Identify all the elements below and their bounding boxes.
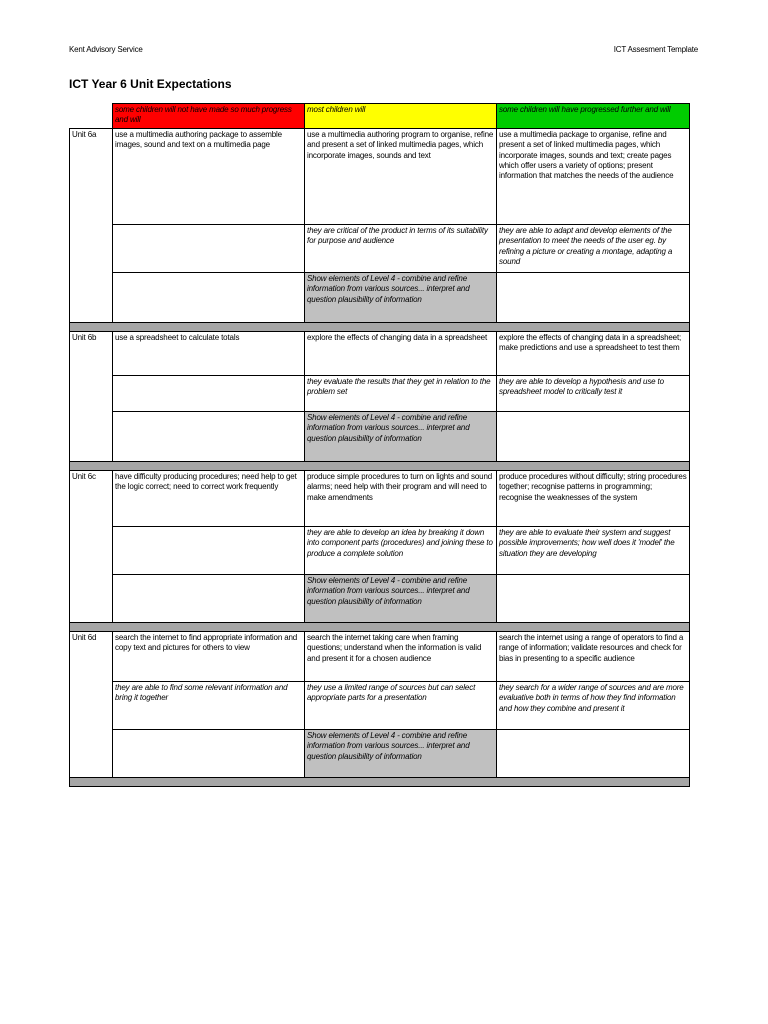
table-row [70,471,690,527]
level4-cell: Show elements of Level 4 - combine and refine information from various sources... interpret and question plausibility of information [305,575,497,623]
table-row [70,273,690,323]
cell-further [497,273,690,323]
cell-some: use a spreadsheet to calculate totals [113,332,305,376]
separator-row [70,623,690,632]
separator-row [70,462,690,471]
cell-some: use a multimedia authoring package to assemble images, sound and text on a multimedia page [113,129,305,225]
table-row [70,225,690,273]
table-row [70,412,690,462]
cell-further: search the internet using a range of operators to find a range of information; validate resources and check for bias in presenting to a specific audience [497,632,690,682]
cell-some [113,273,305,323]
cell-further [497,412,690,462]
column-header-some: some children will not have made so much progress and will [113,104,305,129]
cell-some [113,730,305,778]
level4-cell: Show elements of Level 4 - combine and refine information from various sources... interpret and question plausibility of information [305,412,497,462]
cell-further: they are able to develop a hypothesis and use to spreadsheet model to critically test it [497,376,690,412]
cell-some: search the internet to find appropriate information and copy text and pictures for others to view [113,632,305,682]
cell-some: they are able to find some relevant information and bring it together [113,682,305,730]
cell-further [497,575,690,623]
separator-bar [70,623,690,632]
table-row [70,682,690,730]
unit-label: Unit 6a [70,129,113,323]
cell-further: explore the effects of changing data in a spreadsheet; make predictions and use a spreadsheet to test them [497,332,690,376]
cell-some [113,376,305,412]
column-header-most: most children will [305,104,497,129]
separator-bar [70,462,690,471]
table-row [70,376,690,412]
table-row [70,575,690,623]
cell-further [497,730,690,778]
column-header-further: some children will have progressed further and will [497,104,690,129]
cell-most: they are able to develop an idea by breaking it down into component parts (procedures) and joining these to produce a complete solution [305,527,497,575]
separator-row [70,778,690,787]
cell-most: search the internet taking care when framing questions; understand when the information is valid and present it for a chosen audience [305,632,497,682]
level4-cell: Show elements of Level 4 - combine and refine information from various sources... interpret and question plausibility of information [305,273,497,323]
table-row [70,527,690,575]
unit-label: Unit 6c [70,471,113,623]
cell-most: produce simple procedures to turn on lights and sound alarms; need help with their program and will need to make amendments [305,471,497,527]
cell-further: produce procedures without difficulty; string procedures together; recognise patterns in programming; recognise the weaknesses of the system [497,471,690,527]
cell-most: use a multimedia authoring program to organise, refine and present a set of linked multimedia pages, which incorporate images, sounds and text [305,129,497,225]
cell-most: they evaluate the results that they get in relation to the problem set [305,376,497,412]
cell-further: use a multimedia package to organise, refine and present a set of linked multimedia pages, which incorporate images, sounds and text; create pages which offer users a variety of options; present information that matches the needs of the audience [497,129,690,225]
expectations-table [69,103,690,787]
cell-further: they search for a wider range of sources and are more evaluative both in terms of how they find information and how they combine and present it [497,682,690,730]
column-header-row [70,104,690,129]
separator-bar [70,778,690,787]
cell-most: explore the effects of changing data in a spreadsheet [305,332,497,376]
header-left-text: Kent Advisory Service [69,45,143,54]
unit-label: Unit 6d [70,632,113,778]
cell-some [113,225,305,273]
cell-some [113,412,305,462]
separator-bar [70,323,690,332]
table-row [70,632,690,682]
cell-some: have difficulty producing procedures; need help to get the logic correct; need to correct work frequently [113,471,305,527]
table-row [70,332,690,376]
table-row [70,129,690,225]
corner-cell [70,104,113,129]
cell-most: they are critical of the product in terms of its suitability for purpose and audience [305,225,497,273]
cell-further: they are able to evaluate their system and suggest possible improvements; how well does it 'model' the situation they are developing [497,527,690,575]
cell-most: they use a limited range of sources but can select appropriate parts for a presentation [305,682,497,730]
unit-label: Unit 6b [70,332,113,462]
separator-row [70,323,690,332]
cell-some [113,575,305,623]
table-row [70,730,690,778]
page-title: ICT Year 6 Unit Expectations [69,77,232,91]
header-right-text: ICT Assesment Template [613,45,698,54]
level4-cell: Show elements of Level 4 - combine and refine information from various sources... interpret and question plausibility of information [305,730,497,778]
cell-some [113,527,305,575]
cell-further: they are able to adapt and develop elements of the presentation to meet the needs of the user eg. by refining a picture or creating a montage, adapting a sound [497,225,690,273]
